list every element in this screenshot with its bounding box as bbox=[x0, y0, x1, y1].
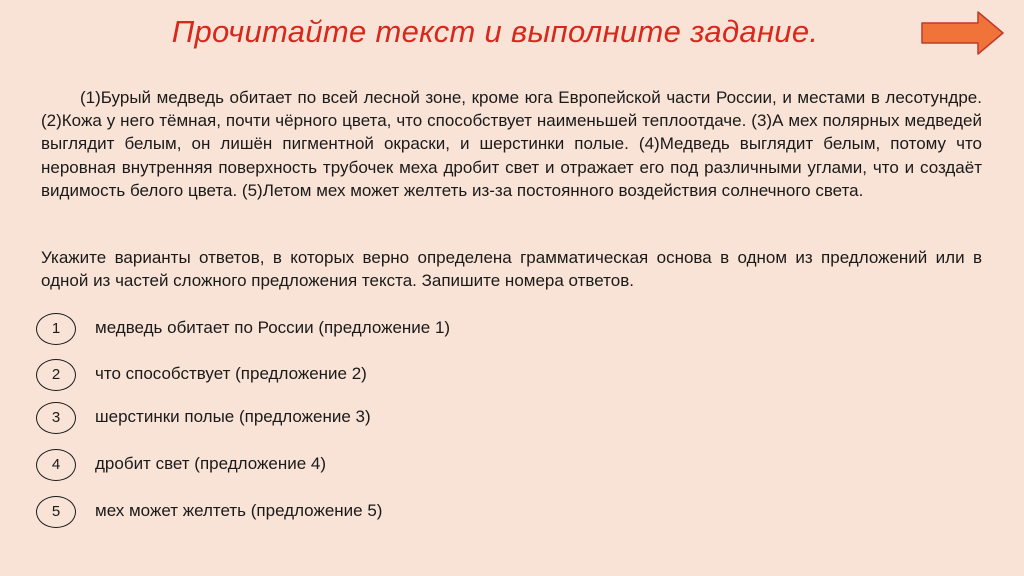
option-text: что способствует (предложение 2) bbox=[95, 364, 367, 383]
answer-option-5[interactable] bbox=[36, 496, 736, 532]
option-text: дробит свет (предложение 4) bbox=[95, 454, 327, 473]
answer-option-2[interactable] bbox=[36, 359, 736, 395]
option-number-badge: 4 bbox=[36, 449, 76, 481]
slide-title: Прочитайте текст и выполните задание. bbox=[171, 14, 819, 49]
task-instruction: Укажите варианты ответов, в которых верно определена грамматическая основа в одном из предложений или в одной из частей сложного предложения текста. Запишите номера ответов. bbox=[41, 248, 982, 291]
option-number-badge: 5 bbox=[36, 496, 76, 528]
next-slide-button[interactable] bbox=[918, 10, 1006, 56]
option-number-badge: 2 bbox=[36, 359, 76, 391]
option-text: шерстинки полые (предложение 3) bbox=[95, 407, 371, 426]
answer-option-3[interactable] bbox=[36, 402, 736, 438]
option-number-badge: 1 bbox=[36, 313, 76, 345]
answer-option-1[interactable] bbox=[36, 313, 736, 349]
reading-passage: (1)Бурый медведь обитает по всей лесной зоне, кроме юга Европейской части России, и местами в лесотундре. (2)Кожа у него тёмная, почти чёрного цвета, что способствует наименьшей теплоотдаче. (3)А мех полярных медведей выглядит белым, он лишён пигментной окраски, и шерстинки полые. (4)Медведь выглядит белым, потому что неровная внутренняя поверхность трубочек меха дробит свет и отражает его под различными углами, что и создаёт видимость белого цвета. (5)Летом мех может желтеть из-за постоянного воздействия солнечного света. bbox=[41, 88, 982, 200]
option-text: мех может желтеть (предложение 5) bbox=[95, 501, 383, 520]
option-text: медведь обитает по России (предложение 1) bbox=[95, 318, 451, 337]
option-number-badge: 3 bbox=[36, 402, 76, 434]
answer-option-4[interactable] bbox=[36, 449, 736, 485]
right-arrow-icon bbox=[918, 10, 1006, 56]
